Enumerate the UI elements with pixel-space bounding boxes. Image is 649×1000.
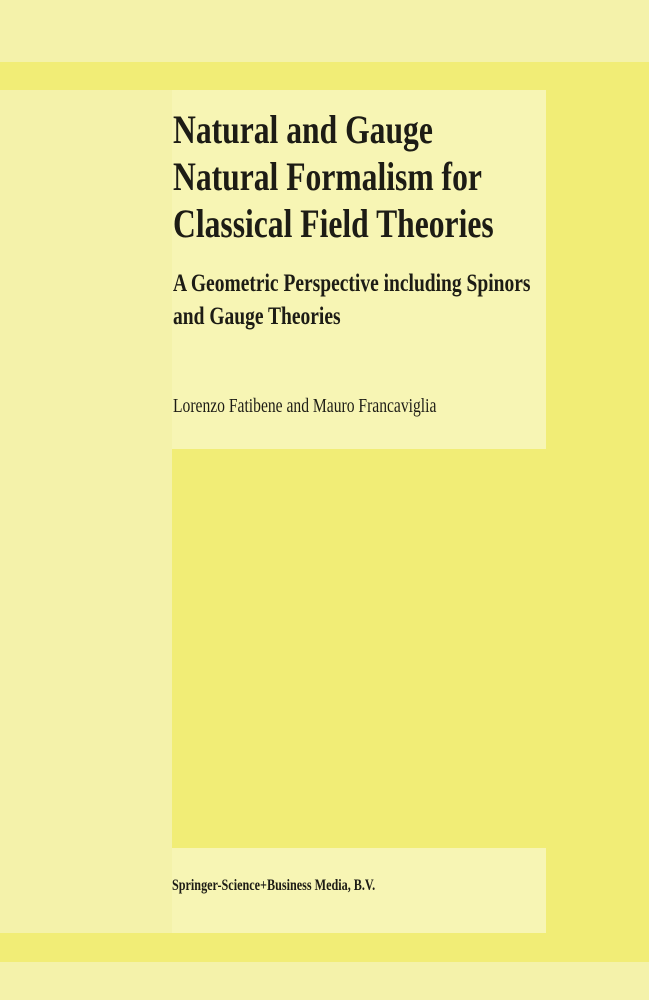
center-accent-square <box>172 449 546 848</box>
book-title-line: Natural Formalism for <box>173 154 482 199</box>
book-subtitle-line: A Geometric Perspective including Spinors <box>173 270 531 297</box>
bottom-accent-band <box>0 933 649 962</box>
top-accent-band <box>0 62 649 90</box>
right-accent-strip <box>546 90 649 933</box>
book-subtitle <box>173 267 530 333</box>
book-subtitle-line: and Gauge Theories <box>173 303 341 330</box>
book-title-line: Classical Field Theories <box>173 201 494 246</box>
publisher-imprint: Springer-Science+Business Media, B.V. <box>172 877 376 894</box>
book-authors: Lorenzo Fatibene and Mauro Francaviglia <box>173 395 437 417</box>
book-title <box>173 106 494 247</box>
book-title-line: Natural and Gauge <box>173 107 433 152</box>
